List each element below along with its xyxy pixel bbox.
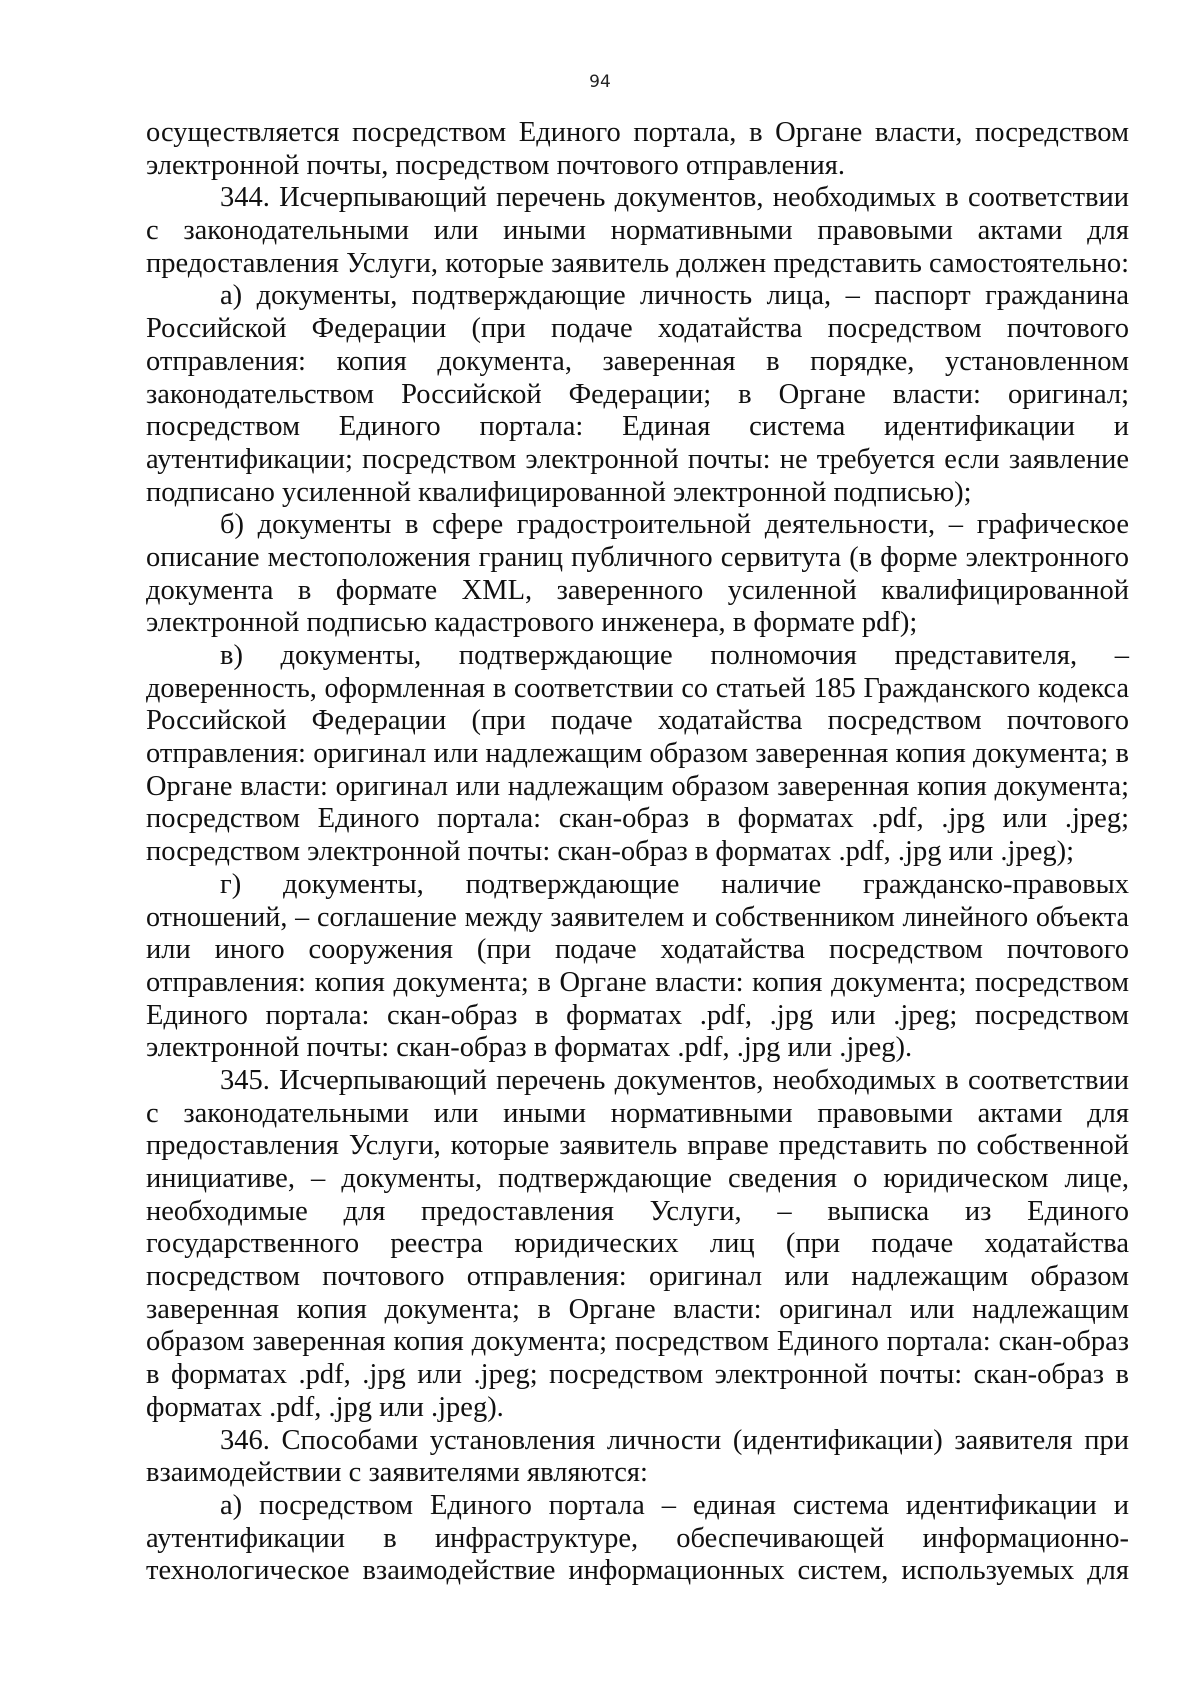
- text-line: образом заверенная копия документа; посредством Единого портала: скан-образ: [146, 1326, 1129, 1358]
- text-line: Российской Федерации (при подаче ходатайства посредством почтового: [146, 313, 1129, 345]
- text-line: государственного реестра юридических лиц (при подаче ходатайства: [146, 1228, 1129, 1260]
- text-line: отправления: копия документа; в Органе власти: копия документа; посредством: [146, 966, 1129, 998]
- text-line: посредством Единого портала: Единая система идентификации и: [146, 411, 1129, 443]
- text-line: предоставления Услуги, которые заявитель вправе представить по собственной: [146, 1130, 1129, 1162]
- text-line: а) документы, подтверждающие личность лица, – паспорт гражданина: [220, 280, 1129, 312]
- text-line: в) документы, подтверждающие полномочия представителя, –: [220, 640, 1129, 671]
- text-line: посредством Единого портала: скан-образ в форматах .pdf, .jpg или .jpeg;: [146, 803, 1129, 835]
- text-line: 345. Исчерпывающий перечень документов, необходимых в соответствии: [220, 1064, 1129, 1096]
- text-line: б) документы в сфере градостроительной деятельности, – графическое: [220, 509, 1129, 541]
- text-line: документа в формате XML, заверенного усиленной квалифицированной: [146, 574, 1129, 606]
- text-line: отправления: оригинал или надлежащим образом заверенная копия документа; в: [146, 738, 1129, 770]
- text-line: заверенная копия документа; в Органе власти: оригинал или надлежащим: [146, 1293, 1129, 1325]
- text-line: доверенность, оформленная в соответствии со статьей 185 Гражданского кодекса: [146, 672, 1129, 704]
- text-line: с законодательными или иными нормативными правовыми актами для: [146, 1097, 1129, 1129]
- text-line: необходимые для предоставления Услуги, – выписка из Единого: [146, 1195, 1129, 1227]
- text-line: осуществляется посредством Единого портала, в Органе власти, посредством: [146, 117, 1129, 148]
- text-line: отношений, – соглашение между заявителем и собственником линейного объекта: [146, 901, 1129, 933]
- text-line: Органе власти: оригинал или надлежащим образом заверенная копия документа;: [146, 770, 1129, 802]
- text-line: или иного сооружения (при подаче ходатайства посредством почтового: [146, 934, 1129, 966]
- text-line: Российской Федерации (при подаче ходатайства посредством почтового: [146, 705, 1129, 737]
- text-line: форматах .pdf, .jpg или .jpeg).: [146, 1391, 504, 1423]
- text-line: технологическое взаимодействие информационных систем, используемых для: [146, 1555, 1129, 1587]
- text-line: электронной почты: скан-образ в форматах .pdf, .jpg или .jpeg).: [146, 1032, 913, 1064]
- text-line: отправления: копия документа, заверенная в порядке, установленном: [146, 345, 1129, 377]
- text-line: аутентификации; посредством электронной почты: не требуется если заявление: [146, 443, 1129, 475]
- text-line: предоставления Услуги, которые заявитель должен представить самостоятельно:: [146, 247, 1129, 279]
- text-line: инициативе, – документы, подтверждающие сведения о юридическом лице,: [146, 1163, 1129, 1194]
- text-line: посредством электронной почты: скан-образ в форматах .pdf, .jpg или .jpeg);: [146, 836, 1075, 868]
- text-line: 346. Способами установления личности (идентификации) заявителя при: [220, 1424, 1129, 1456]
- text-line: описание местоположения границ публичного сервитута (в форме электронного: [146, 541, 1129, 573]
- text-line: г) документы, подтверждающие наличие гражданско-правовых: [220, 868, 1129, 900]
- body-text: [146, 117, 1129, 1588]
- text-line: а) посредством Единого портала – единая система идентификации и: [220, 1489, 1129, 1521]
- text-line: 344. Исчерпывающий перечень документов, необходимых в соответствии: [220, 182, 1129, 214]
- text-line: аутентификации в инфраструктуре, обеспечивающей информационно-: [146, 1522, 1129, 1554]
- text-line: электронной почты, посредством почтового отправления.: [146, 149, 846, 181]
- text-line: взаимодействии с заявителями являются:: [146, 1457, 648, 1489]
- text-line: в форматах .pdf, .jpg или .jpeg; посредством электронной почты: скан-образ в: [146, 1359, 1129, 1391]
- text-line: подписано усиленной квалифицированной электронной подписью);: [146, 476, 972, 508]
- text-line: посредством почтового отправления: оригинал или надлежащим образом: [146, 1261, 1129, 1293]
- text-line: с законодательными или иными нормативными правовыми актами для: [146, 215, 1129, 247]
- text-line: Единого портала: скан-образ в форматах .pdf, .jpg или .jpeg; посредством: [146, 999, 1129, 1031]
- text-line: законодательством Российской Федерации; в Органе власти: оригинал;: [146, 378, 1129, 410]
- text-line: электронной подписью кадастрового инженера, в формате pdf);: [146, 607, 918, 639]
- page-number: 94: [589, 72, 611, 92]
